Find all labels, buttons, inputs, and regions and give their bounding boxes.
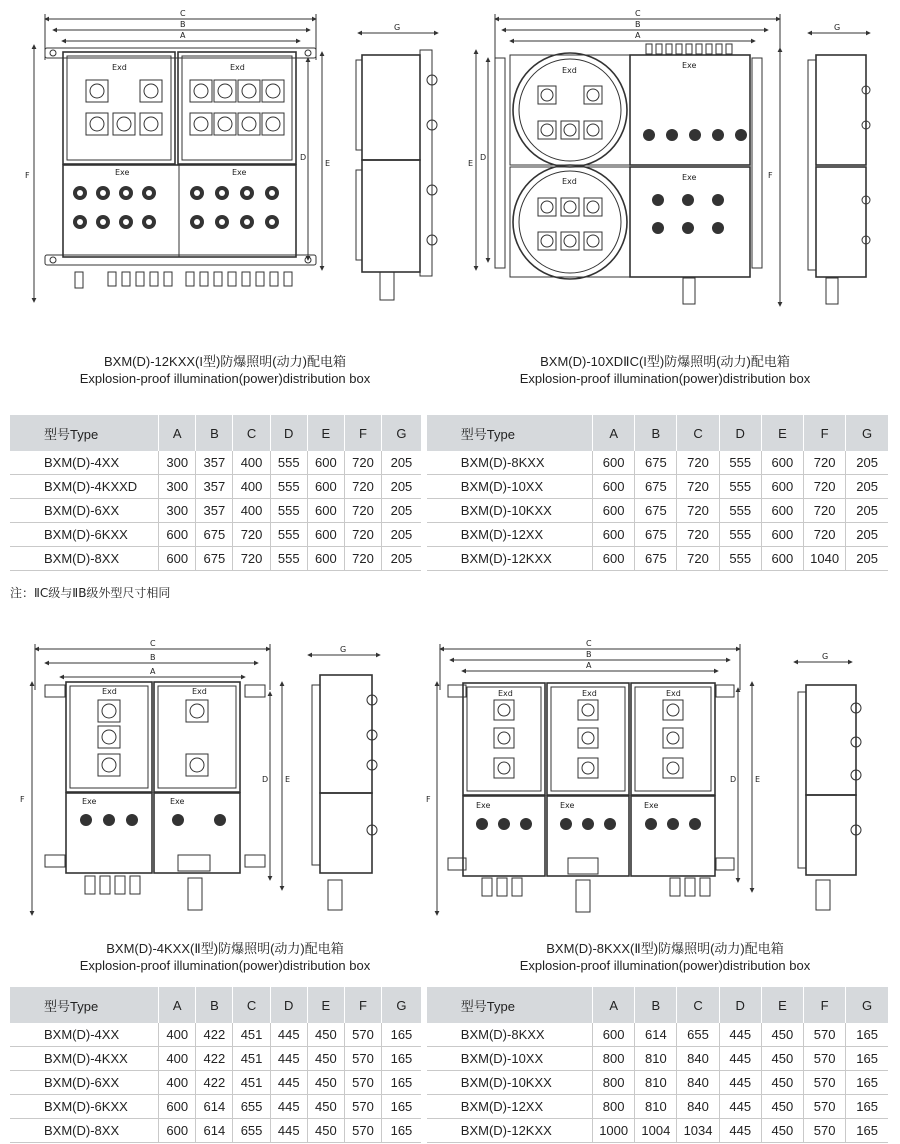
enclosure-label: Exe — [682, 61, 697, 70]
enclosure-label: Exe — [170, 797, 185, 806]
drawing-bottom-left — [0, 630, 450, 930]
dimension-cell: 720 — [677, 523, 719, 547]
dimension-cell: 720 — [344, 523, 381, 547]
dimension-cell: 600 — [159, 1095, 196, 1119]
dimension-cell: 445 — [719, 1047, 761, 1071]
caption-en: Explosion-proof illumination(power)distribution box — [79, 371, 371, 386]
dimension-cell: 165 — [382, 1095, 424, 1119]
dimension-cell: 400 — [159, 1047, 196, 1071]
dimension-cell: 600 — [307, 451, 344, 475]
dimension-cell: 614 — [196, 1119, 233, 1143]
model-cell: BXM(D)-4KXX — [10, 1047, 159, 1071]
dimension-cell: 800 — [593, 1047, 635, 1071]
caption-en: Explosion-proof illumination(power)distribution box — [79, 958, 371, 973]
column-header: B — [635, 415, 677, 451]
enclosure-label: Exe — [682, 173, 697, 182]
dimension-cell: 600 — [593, 547, 635, 571]
dim-label: F — [768, 171, 773, 180]
caption-bottom-right — [460, 940, 870, 974]
enclosure-label: Exe — [560, 801, 575, 810]
enclosure-label: Exd — [562, 177, 577, 186]
column-header: G — [846, 415, 888, 451]
enclosure-label: Exd — [582, 689, 597, 698]
dimension-cell: 570 — [344, 1047, 381, 1071]
dimension-cell: 422 — [196, 1047, 233, 1071]
dimension-cell: 205 — [846, 475, 888, 499]
enclosure-label: Exe — [232, 168, 247, 177]
dimension-cell: 205 — [382, 499, 424, 523]
dimension-cell: 1034 — [677, 1119, 719, 1143]
dimension-cell: 1000 — [593, 1119, 635, 1143]
caption-en: Explosion-proof illumination(power)distribution box — [519, 371, 811, 386]
dim-label: F — [426, 795, 431, 804]
column-header: 型号Type — [424, 415, 593, 451]
dimension-cell: 570 — [344, 1023, 381, 1047]
dimension-cell: 445 — [270, 1023, 307, 1047]
caption-en: Explosion-proof illumination(power)distribution box — [519, 958, 811, 973]
dimension-cell: 675 — [196, 547, 233, 571]
table-header-row — [10, 415, 888, 451]
dimension-cell: 555 — [270, 475, 307, 499]
dimension-cell: 600 — [307, 523, 344, 547]
dimension-cell: 600 — [761, 451, 803, 475]
dimension-cell: 810 — [635, 1071, 677, 1095]
enclosure-label: Exe — [115, 168, 130, 177]
dimension-cell: 205 — [846, 523, 888, 547]
dimension-cell: 570 — [804, 1119, 846, 1143]
dimension-cell: 720 — [804, 451, 846, 475]
table-row — [10, 499, 888, 523]
column-header: B — [635, 987, 677, 1023]
caption-bottom-left — [20, 940, 430, 974]
model-cell: BXM(D)-8XX — [10, 1119, 159, 1143]
model-cell: BXM(D)-10XX — [424, 475, 593, 499]
dim-label: G — [394, 23, 401, 32]
dim-label: C — [150, 639, 156, 648]
dimension-cell: 570 — [344, 1071, 381, 1095]
drawing-top-right — [450, 0, 900, 325]
dim-label: E — [755, 775, 761, 784]
dim-label: C — [586, 639, 592, 648]
dimension-cell: 720 — [677, 499, 719, 523]
dimension-cell: 555 — [270, 451, 307, 475]
dimension-cell: 450 — [761, 1095, 803, 1119]
dimension-cell: 600 — [159, 1119, 196, 1143]
dimension-cell: 675 — [635, 475, 677, 499]
dim-label: F — [25, 171, 30, 180]
column-header: D — [270, 415, 307, 451]
dimension-cell: 445 — [270, 1095, 307, 1119]
dimension-cell: 450 — [307, 1095, 344, 1119]
model-cell: BXM(D)-10XX — [424, 1047, 593, 1071]
caption-top-left — [20, 353, 430, 387]
dimension-cell: 422 — [196, 1023, 233, 1047]
dimension-cell: 600 — [307, 499, 344, 523]
dimension-cell: 600 — [159, 547, 196, 571]
dimension-cell: 205 — [846, 499, 888, 523]
column-header: G — [382, 987, 424, 1023]
model-cell: BXM(D)-8KXX — [424, 451, 593, 475]
dimension-cell: 165 — [846, 1095, 888, 1119]
dimension-cell: 400 — [233, 451, 270, 475]
dimension-cell: 357 — [196, 499, 233, 523]
dimension-cell: 205 — [382, 547, 424, 571]
dimension-cell: 445 — [719, 1023, 761, 1047]
dimension-cell: 600 — [761, 475, 803, 499]
dimension-cell: 1040 — [804, 547, 846, 571]
table-row — [10, 1119, 888, 1143]
table-row — [10, 1023, 888, 1047]
column-header: G — [382, 415, 424, 451]
dimension-cell: 800 — [593, 1095, 635, 1119]
dimension-cell: 555 — [270, 499, 307, 523]
dimension-cell: 600 — [593, 1023, 635, 1047]
model-cell: BXM(D)-12XX — [424, 523, 593, 547]
dimension-cell: 357 — [196, 475, 233, 499]
dimension-cell: 600 — [593, 475, 635, 499]
dim-label: G — [822, 652, 829, 661]
dimension-cell: 720 — [804, 475, 846, 499]
dimension-cell: 165 — [846, 1023, 888, 1047]
model-cell: BXM(D)-6KXX — [10, 1095, 159, 1119]
model-cell: BXM(D)-8KXX — [424, 1023, 593, 1047]
dim-label: D — [480, 153, 487, 162]
table-header-row — [10, 987, 888, 1023]
dimension-cell: 810 — [635, 1095, 677, 1119]
table-row — [10, 523, 888, 547]
dimension-cell: 655 — [677, 1023, 719, 1047]
dimension-cell: 300 — [159, 475, 196, 499]
dimension-cell: 675 — [635, 499, 677, 523]
dimension-cell: 720 — [233, 523, 270, 547]
model-cell: BXM(D)-6XX — [10, 499, 159, 523]
model-cell: BXM(D)-4XX — [10, 451, 159, 475]
model-cell: BXM(D)-6KXX — [10, 523, 159, 547]
enclosure-label: Exd — [666, 689, 681, 698]
column-header: A — [593, 415, 635, 451]
model-cell: BXM(D)-12KXX — [424, 1119, 593, 1143]
dim-label: D — [300, 153, 307, 162]
table-row — [10, 1095, 888, 1119]
column-header: 型号Type — [424, 987, 593, 1023]
dimension-cell: 675 — [635, 523, 677, 547]
caption-cn: BXM(D)-10XDⅡC(I型)防爆照明(动力)配电箱 — [540, 354, 790, 369]
dimension-cell: 450 — [761, 1023, 803, 1047]
column-header: F — [804, 987, 846, 1023]
dimension-cell: 570 — [804, 1095, 846, 1119]
table-row — [10, 1071, 888, 1095]
column-header: G — [846, 987, 888, 1023]
dimension-cell: 720 — [804, 523, 846, 547]
dimension-cell: 165 — [382, 1047, 424, 1071]
enclosure-label: Exd — [230, 63, 245, 72]
dim-label: B — [635, 20, 641, 29]
model-cell: BXM(D)-10KXX — [424, 1071, 593, 1095]
dimension-cell: 840 — [677, 1071, 719, 1095]
dimension-cell: 400 — [233, 475, 270, 499]
dimension-cell: 720 — [233, 547, 270, 571]
dimension-cell: 655 — [233, 1119, 270, 1143]
dim-label: A — [180, 31, 186, 40]
spec-table-1 — [10, 415, 888, 571]
dimension-cell: 570 — [804, 1071, 846, 1095]
caption-cn: BXM(D)-8KXX(Ⅱ型)防爆照明(动力)配电箱 — [546, 941, 784, 956]
dimension-cell: 451 — [233, 1071, 270, 1095]
dimension-cell: 675 — [635, 451, 677, 475]
dimension-cell: 720 — [344, 475, 381, 499]
dim-label: D — [730, 775, 737, 784]
dimension-cell: 570 — [804, 1047, 846, 1071]
column-header: E — [307, 987, 344, 1023]
dimension-cell: 400 — [159, 1023, 196, 1047]
dimension-cell: 720 — [677, 475, 719, 499]
dimension-cell: 165 — [846, 1047, 888, 1071]
dimension-cell: 422 — [196, 1071, 233, 1095]
enclosure-label: Exe — [82, 797, 97, 806]
dimension-cell: 600 — [159, 523, 196, 547]
dimension-cell: 445 — [270, 1047, 307, 1071]
dimension-cell: 655 — [233, 1095, 270, 1119]
dimension-cell: 600 — [593, 523, 635, 547]
dimension-cell: 300 — [159, 499, 196, 523]
table-row — [10, 451, 888, 475]
column-header: B — [196, 987, 233, 1023]
enclosure-label: Exd — [498, 689, 513, 698]
dimension-cell: 720 — [677, 547, 719, 571]
dimension-cell: 165 — [846, 1119, 888, 1143]
model-cell: BXM(D)-12XX — [424, 1095, 593, 1119]
enclosure-label: Exe — [476, 801, 491, 810]
dim-label: B — [586, 650, 592, 659]
dimension-cell: 165 — [382, 1119, 424, 1143]
dimension-cell: 300 — [159, 451, 196, 475]
dimension-cell: 614 — [196, 1095, 233, 1119]
column-header: A — [159, 987, 196, 1023]
dimension-cell: 205 — [846, 547, 888, 571]
dim-label: A — [150, 667, 156, 676]
dimension-cell: 810 — [635, 1047, 677, 1071]
column-header: C — [677, 415, 719, 451]
dimension-cell: 840 — [677, 1095, 719, 1119]
dimension-cell: 600 — [761, 499, 803, 523]
dimension-cell: 840 — [677, 1047, 719, 1071]
dimension-cell: 165 — [846, 1071, 888, 1095]
column-header: A — [593, 987, 635, 1023]
model-cell: BXM(D)-6XX — [10, 1071, 159, 1095]
column-header: F — [804, 415, 846, 451]
dimension-cell: 570 — [804, 1023, 846, 1047]
dimension-cell: 720 — [344, 547, 381, 571]
dimension-cell: 555 — [270, 547, 307, 571]
column-header: B — [196, 415, 233, 451]
dimension-cell: 720 — [677, 451, 719, 475]
dimension-cell: 600 — [761, 547, 803, 571]
dim-label: G — [340, 645, 347, 654]
model-cell: BXM(D)-8XX — [10, 547, 159, 571]
dimension-cell: 450 — [761, 1119, 803, 1143]
dimension-cell: 555 — [719, 547, 761, 571]
table-row — [10, 475, 888, 499]
enclosure-label: Exe — [644, 801, 659, 810]
dimension-cell: 555 — [719, 451, 761, 475]
dimension-cell: 600 — [761, 523, 803, 547]
dim-label: E — [285, 775, 291, 784]
column-header: A — [159, 415, 196, 451]
table-row — [10, 1047, 888, 1071]
dimension-cell: 720 — [344, 451, 381, 475]
dimension-cell: 451 — [233, 1047, 270, 1071]
column-header: F — [344, 987, 381, 1023]
dimension-cell: 400 — [233, 499, 270, 523]
enclosure-label: Exd — [192, 687, 207, 696]
dimension-cell: 445 — [719, 1071, 761, 1095]
dimension-cell: 357 — [196, 451, 233, 475]
dimension-cell: 450 — [307, 1119, 344, 1143]
column-header: E — [307, 415, 344, 451]
enclosure-label: Exd — [102, 687, 117, 696]
spec-table-2 — [10, 987, 888, 1143]
dimension-cell: 445 — [719, 1095, 761, 1119]
model-cell: BXM(D)-12KXX — [424, 547, 593, 571]
dim-label: A — [635, 31, 641, 40]
dim-label: C — [180, 9, 186, 18]
note-text: 注：ⅡC级与ⅡB级外型尺寸相同 — [10, 586, 171, 600]
model-cell: BXM(D)-4XX — [10, 1023, 159, 1047]
dimension-cell: 400 — [159, 1071, 196, 1095]
column-header: 型号Type — [10, 415, 159, 451]
dimension-cell: 555 — [270, 523, 307, 547]
dim-label: A — [586, 661, 592, 670]
column-header: D — [270, 987, 307, 1023]
drawing-bottom-right — [420, 630, 900, 930]
dimension-cell: 450 — [307, 1023, 344, 1047]
model-cell: BXM(D)-10KXX — [424, 499, 593, 523]
dimension-cell: 450 — [307, 1047, 344, 1071]
model-cell: BXM(D)-4KXXD — [10, 475, 159, 499]
column-header: 型号Type — [10, 987, 159, 1023]
dimension-cell: 450 — [761, 1047, 803, 1071]
dimension-cell: 445 — [719, 1119, 761, 1143]
dimension-cell: 720 — [804, 499, 846, 523]
dim-label: B — [150, 653, 156, 662]
dimension-cell: 600 — [593, 451, 635, 475]
dim-label: C — [635, 9, 641, 18]
dimension-cell: 205 — [382, 451, 424, 475]
dim-label: G — [834, 23, 841, 32]
dim-label: B — [180, 20, 186, 29]
column-header: C — [233, 415, 270, 451]
enclosure-label: Exd — [562, 66, 577, 75]
caption-cn: BXM(D)-12KXX(I型)防爆照明(动力)配电箱 — [104, 354, 346, 369]
dimension-cell: 570 — [344, 1119, 381, 1143]
column-header: E — [761, 987, 803, 1023]
column-header: E — [761, 415, 803, 451]
caption-cn: BXM(D)-4KXX(Ⅱ型)防爆照明(动力)配电箱 — [106, 941, 344, 956]
dimension-cell: 555 — [719, 499, 761, 523]
caption-top-right — [460, 353, 870, 387]
dimension-cell: 205 — [382, 475, 424, 499]
dimension-cell: 600 — [307, 547, 344, 571]
dimension-cell: 800 — [593, 1071, 635, 1095]
dimension-cell: 450 — [307, 1071, 344, 1095]
dimension-cell: 600 — [307, 475, 344, 499]
dimension-cell: 555 — [719, 475, 761, 499]
column-header: D — [719, 415, 761, 451]
dimension-cell: 614 — [635, 1023, 677, 1047]
drawing-top-left — [0, 0, 450, 325]
column-header: C — [233, 987, 270, 1023]
dim-label: E — [468, 159, 474, 168]
dimension-cell: 720 — [344, 499, 381, 523]
table-row — [10, 547, 888, 571]
dimension-cell: 675 — [635, 547, 677, 571]
dimension-cell: 555 — [719, 523, 761, 547]
dimension-cell: 451 — [233, 1023, 270, 1047]
dimension-cell: 205 — [382, 523, 424, 547]
dimension-cell: 675 — [196, 523, 233, 547]
dimension-cell: 600 — [593, 499, 635, 523]
column-header: F — [344, 415, 381, 451]
enclosure-label: Exd — [112, 63, 127, 72]
dim-label: D — [262, 775, 269, 784]
dimension-cell: 445 — [270, 1119, 307, 1143]
column-header: C — [677, 987, 719, 1023]
dim-label: E — [325, 159, 331, 168]
dimension-cell: 445 — [270, 1071, 307, 1095]
dimension-cell: 450 — [761, 1071, 803, 1095]
column-header: D — [719, 987, 761, 1023]
dimension-cell: 165 — [382, 1023, 424, 1047]
dimension-cell: 1004 — [635, 1119, 677, 1143]
dimension-cell: 570 — [344, 1095, 381, 1119]
dimension-cell: 165 — [382, 1071, 424, 1095]
dim-label: F — [20, 795, 25, 804]
dimension-cell: 205 — [846, 451, 888, 475]
